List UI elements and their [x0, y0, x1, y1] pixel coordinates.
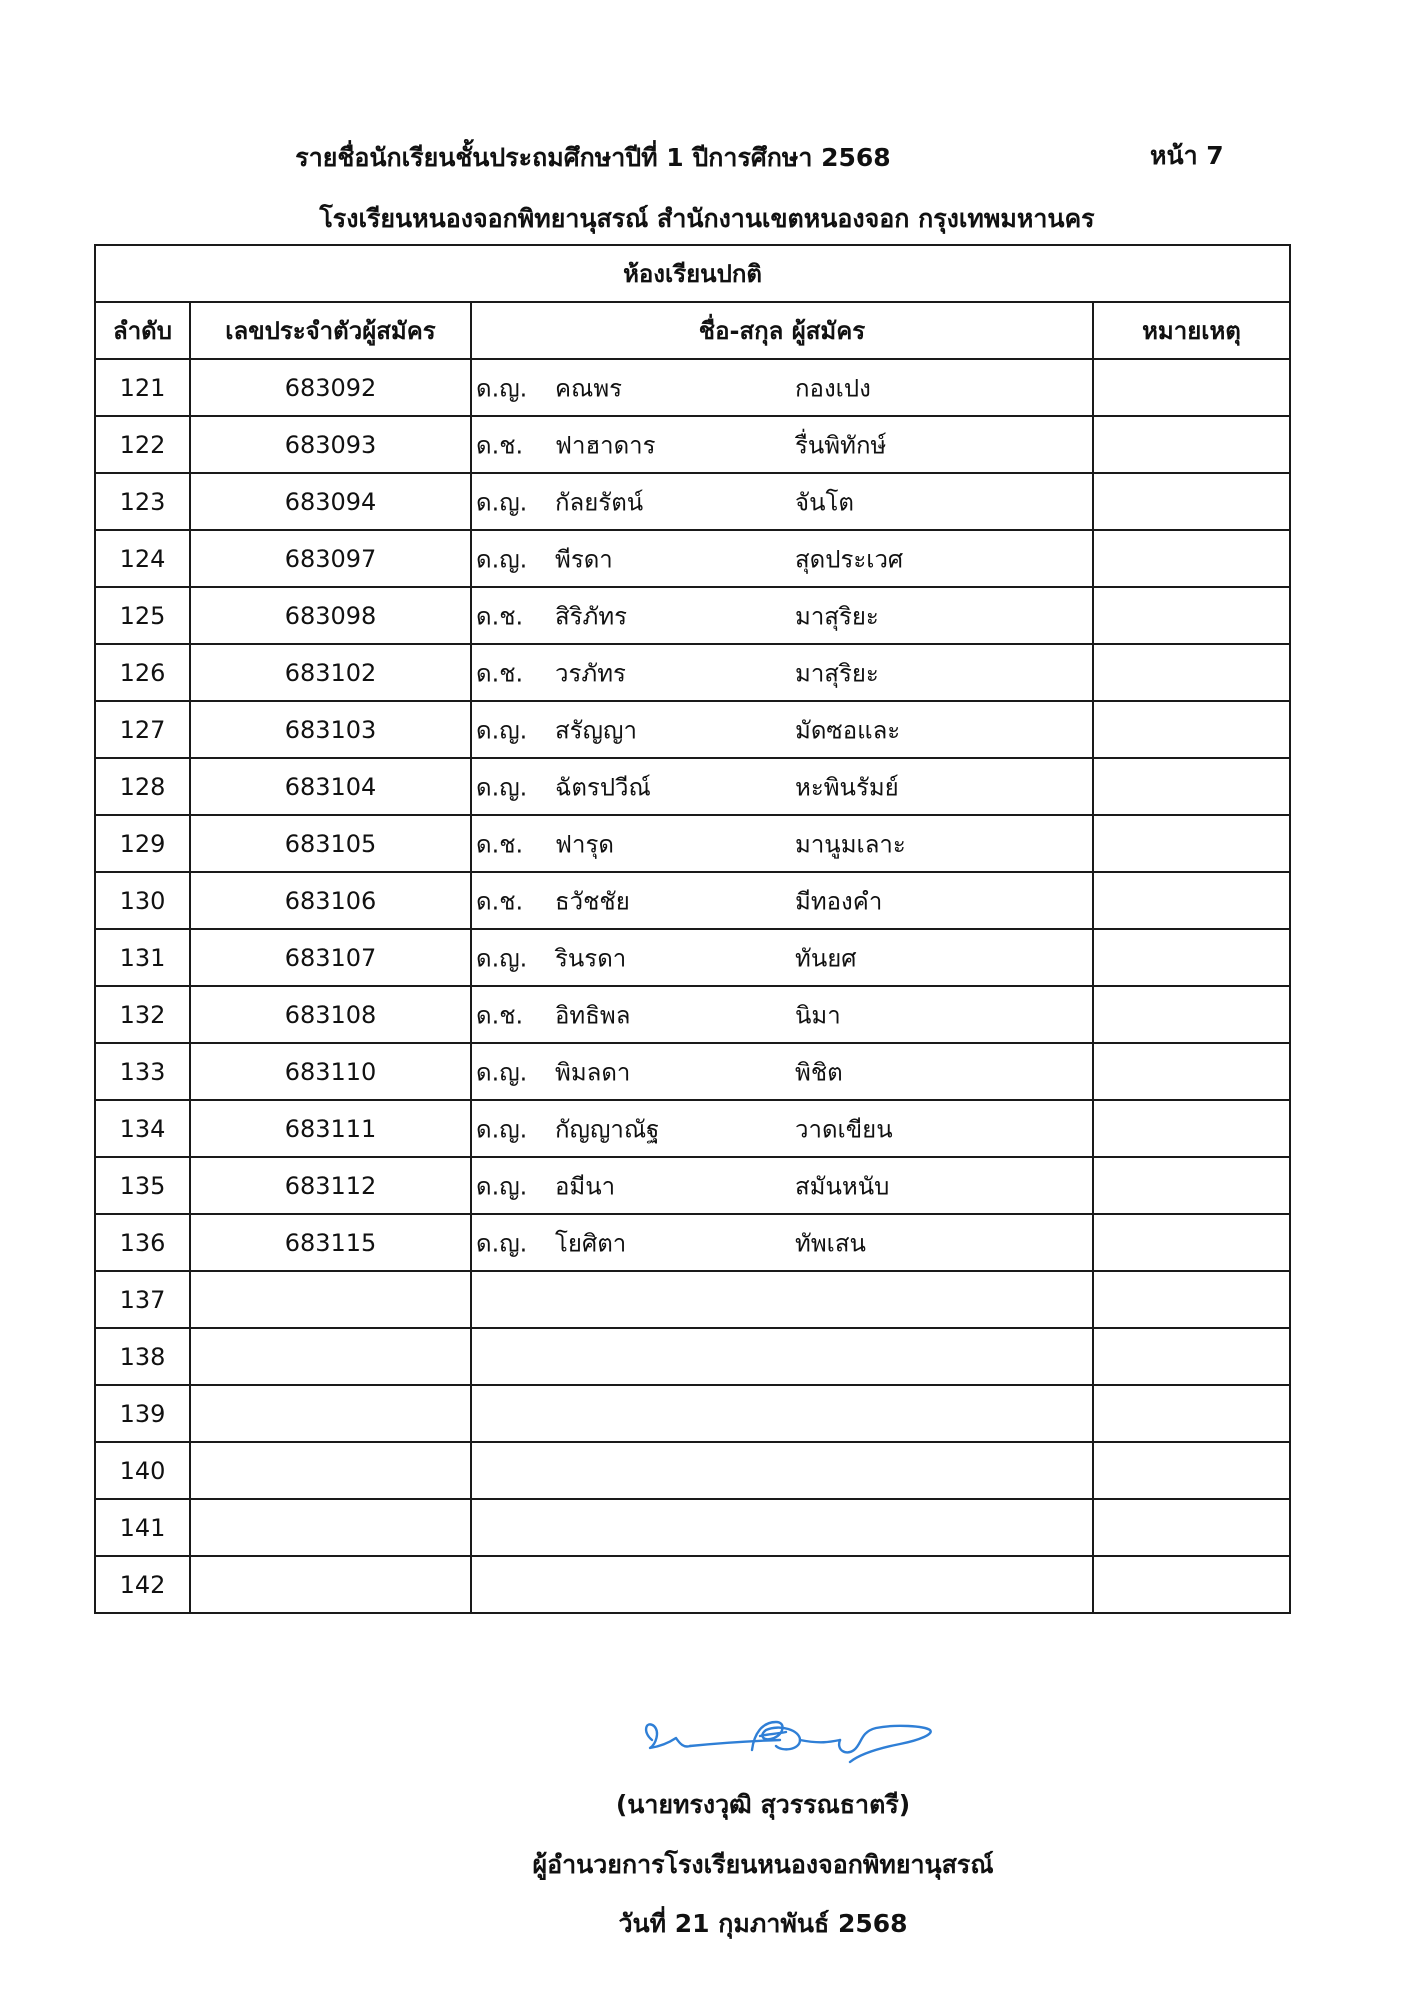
row-remark — [1093, 416, 1290, 473]
row-remark — [1093, 359, 1290, 416]
row-first-name: พิมลดา — [555, 1058, 631, 1086]
table-row — [95, 1043, 1290, 1100]
student-roster-table — [94, 244, 1291, 1614]
row-remark — [1093, 1499, 1290, 1556]
row-full-name — [471, 416, 1093, 473]
row-full-name — [471, 530, 1093, 587]
row-seq: 122 — [95, 416, 190, 473]
row-last-name: รื่นพิทักษ์ — [795, 431, 887, 459]
row-full-name — [471, 359, 1093, 416]
row-full-name — [471, 1328, 1093, 1385]
row-last-name: มานูมเลาะ — [795, 830, 906, 858]
row-name-prefix: ด.ญ. — [476, 944, 528, 972]
row-seq: 137 — [95, 1271, 190, 1328]
row-name-prefix: ด.ญ. — [476, 1229, 528, 1257]
row-first-name: ฉัตรปวีณ์ — [555, 773, 651, 801]
table-row — [95, 1385, 1290, 1442]
row-remark — [1093, 644, 1290, 701]
row-first-name: กัญญาณัฐ — [555, 1115, 660, 1143]
school-name-line: โรงเรียนหนองจอกพิทยานุสรณ์ สำนักงานเขตหนองจอก กรุงเทพมหานคร — [319, 204, 1095, 233]
row-applicant-id — [190, 1385, 471, 1442]
table-row — [95, 1556, 1290, 1613]
column-header-applicant-id: เลขประจำตัวผู้สมัคร — [190, 302, 471, 359]
row-remark — [1093, 1157, 1290, 1214]
row-remark — [1093, 701, 1290, 758]
row-full-name — [471, 1157, 1093, 1214]
signature-image — [640, 1710, 940, 1780]
row-applicant-id: 683115 — [190, 1214, 471, 1271]
row-name-prefix: ด.ญ. — [476, 545, 528, 573]
row-full-name — [471, 644, 1093, 701]
row-last-name: สุดประเวศ — [795, 545, 904, 573]
row-first-name: อิทธิพล — [555, 1001, 631, 1029]
row-seq: 138 — [95, 1328, 190, 1385]
row-first-name: สิริภัทร — [555, 602, 628, 630]
row-remark — [1093, 1043, 1290, 1100]
row-remark — [1093, 587, 1290, 644]
row-name-prefix: ด.ญ. — [476, 716, 528, 744]
row-last-name: นิมา — [795, 1001, 841, 1029]
row-remark — [1093, 473, 1290, 530]
row-full-name — [471, 701, 1093, 758]
table-row — [95, 986, 1290, 1043]
row-seq: 135 — [95, 1157, 190, 1214]
row-applicant-id: 683105 — [190, 815, 471, 872]
row-remark — [1093, 1271, 1290, 1328]
row-full-name — [471, 1271, 1093, 1328]
table-row — [95, 1157, 1290, 1214]
row-applicant-id: 683102 — [190, 644, 471, 701]
row-seq: 121 — [95, 359, 190, 416]
row-applicant-id — [190, 1271, 471, 1328]
row-applicant-id — [190, 1328, 471, 1385]
row-first-name: วรภัทร — [555, 659, 626, 687]
column-header-name: ชื่อ-สกุล ผู้สมัคร — [471, 302, 1093, 359]
row-first-name: ฟารุด — [555, 830, 614, 858]
handwritten-signature — [640, 1710, 940, 1780]
row-name-prefix: ด.ช. — [476, 830, 524, 858]
row-seq: 141 — [95, 1499, 190, 1556]
row-name-prefix: ด.ช. — [476, 659, 524, 687]
row-last-name: กองเปง — [795, 374, 871, 402]
table-row — [95, 758, 1290, 815]
row-seq: 131 — [95, 929, 190, 986]
row-name-prefix: ด.ญ. — [476, 374, 528, 402]
row-full-name — [471, 1442, 1093, 1499]
row-applicant-id: 683097 — [190, 530, 471, 587]
row-seq: 140 — [95, 1442, 190, 1499]
table-row — [95, 587, 1290, 644]
row-seq: 130 — [95, 872, 190, 929]
row-seq: 123 — [95, 473, 190, 530]
row-first-name: ฟาฮาดาร — [555, 431, 656, 459]
row-full-name — [471, 1556, 1093, 1613]
row-full-name — [471, 758, 1093, 815]
table-row — [95, 929, 1290, 986]
table-row — [95, 1442, 1290, 1499]
row-remark — [1093, 1328, 1290, 1385]
row-seq: 133 — [95, 1043, 190, 1100]
row-name-prefix: ด.ญ. — [476, 488, 528, 516]
row-remark — [1093, 1385, 1290, 1442]
row-seq: 128 — [95, 758, 190, 815]
row-last-name: สมันหนับ — [795, 1172, 890, 1200]
row-first-name: กัลยรัตน์ — [555, 488, 644, 516]
column-header-seq: ลำดับ — [95, 302, 190, 359]
signer-title: ผู้อำนวยการโรงเรียนหนองจอกพิทยานุสรณ์ — [532, 1850, 994, 1879]
row-applicant-id: 683107 — [190, 929, 471, 986]
table-row — [95, 644, 1290, 701]
table-row — [95, 815, 1290, 872]
row-seq: 142 — [95, 1556, 190, 1613]
row-remark — [1093, 1442, 1290, 1499]
row-seq: 127 — [95, 701, 190, 758]
signature-date: วันที่ 21 กุมภาพันธ์ 2568 — [618, 1909, 908, 1938]
row-name-prefix: ด.ช. — [476, 602, 524, 630]
table-row — [95, 701, 1290, 758]
row-first-name: รินรดา — [555, 944, 627, 972]
table-row — [95, 872, 1290, 929]
table-row — [95, 1499, 1290, 1556]
row-first-name: โยศิตา — [555, 1229, 627, 1257]
row-full-name — [471, 1100, 1093, 1157]
row-seq: 134 — [95, 1100, 190, 1157]
row-last-name: มาสุริยะ — [795, 659, 879, 687]
row-last-name: ทัพเสน — [795, 1229, 866, 1257]
row-last-name: ทันยศ — [795, 944, 857, 972]
row-full-name — [471, 1214, 1093, 1271]
row-applicant-id: 683092 — [190, 359, 471, 416]
row-full-name — [471, 1043, 1093, 1100]
row-last-name: มีทองคำ — [795, 887, 883, 915]
row-applicant-id: 683112 — [190, 1157, 471, 1214]
row-last-name: มาสุริยะ — [795, 602, 879, 630]
row-name-prefix: ด.ช. — [476, 887, 524, 915]
table-row — [95, 530, 1290, 587]
row-seq: 126 — [95, 644, 190, 701]
row-applicant-id: 683094 — [190, 473, 471, 530]
row-remark — [1093, 986, 1290, 1043]
row-applicant-id — [190, 1556, 471, 1613]
table-row — [95, 1328, 1290, 1385]
row-applicant-id: 683106 — [190, 872, 471, 929]
row-seq: 136 — [95, 1214, 190, 1271]
table-row — [95, 1214, 1290, 1271]
row-first-name: ธวัชชัย — [555, 887, 630, 915]
row-full-name — [471, 587, 1093, 644]
row-name-prefix: ด.ญ. — [476, 773, 528, 801]
column-header-row — [95, 302, 1290, 359]
roster-body — [95, 359, 1290, 1613]
row-remark — [1093, 1214, 1290, 1271]
row-first-name: คณพร — [555, 374, 623, 402]
row-full-name — [471, 986, 1093, 1043]
row-remark — [1093, 530, 1290, 587]
row-full-name — [471, 1499, 1093, 1556]
row-last-name: จันโต — [795, 488, 854, 516]
row-seq: 125 — [95, 587, 190, 644]
row-full-name — [471, 473, 1093, 530]
row-first-name: อมีนา — [555, 1172, 616, 1200]
row-seq: 124 — [95, 530, 190, 587]
row-remark — [1093, 872, 1290, 929]
row-last-name: พิชิต — [795, 1058, 843, 1086]
row-applicant-id — [190, 1442, 471, 1499]
table-row — [95, 416, 1290, 473]
row-applicant-id: 683111 — [190, 1100, 471, 1157]
row-first-name: พีรดา — [555, 545, 613, 573]
row-name-prefix: ด.ช. — [476, 1001, 524, 1029]
row-applicant-id: 683110 — [190, 1043, 471, 1100]
row-last-name: หะพินรัมย์ — [795, 773, 899, 801]
row-first-name: สรัญญา — [555, 716, 637, 744]
row-name-prefix: ด.ช. — [476, 431, 524, 459]
row-applicant-id — [190, 1499, 471, 1556]
section-title: ห้องเรียนปกติ — [95, 245, 1290, 302]
signer-name: (นายทรงวุฒิ สุวรรณธาตรี) — [615, 1790, 911, 1819]
row-applicant-id: 683108 — [190, 986, 471, 1043]
row-full-name — [471, 929, 1093, 986]
row-remark — [1093, 929, 1290, 986]
row-remark — [1093, 1100, 1290, 1157]
section-title-row — [95, 245, 1290, 302]
row-remark — [1093, 758, 1290, 815]
row-seq: 132 — [95, 986, 190, 1043]
document-title: รายชื่อนักเรียนชั้นประถมศึกษาปีที่ 1 ปีการศึกษา 2568 — [295, 143, 891, 172]
page-number: หน้า 7 — [1150, 141, 1224, 170]
table-row — [95, 359, 1290, 416]
row-applicant-id: 683103 — [190, 701, 471, 758]
row-full-name — [471, 872, 1093, 929]
row-name-prefix: ด.ญ. — [476, 1115, 528, 1143]
row-seq: 139 — [95, 1385, 190, 1442]
column-header-remark: หมายเหตุ — [1093, 302, 1290, 359]
row-last-name: วาดเขียน — [795, 1115, 893, 1143]
row-remark — [1093, 815, 1290, 872]
row-full-name — [471, 815, 1093, 872]
row-applicant-id: 683093 — [190, 416, 471, 473]
table-row — [95, 473, 1290, 530]
table-row — [95, 1271, 1290, 1328]
row-seq: 129 — [95, 815, 190, 872]
row-remark — [1093, 1556, 1290, 1613]
row-applicant-id: 683098 — [190, 587, 471, 644]
row-full-name — [471, 1385, 1093, 1442]
row-last-name: มัดซอและ — [795, 716, 901, 744]
table-row — [95, 1100, 1290, 1157]
row-name-prefix: ด.ญ. — [476, 1058, 528, 1086]
row-applicant-id: 683104 — [190, 758, 471, 815]
row-name-prefix: ด.ญ. — [476, 1172, 528, 1200]
